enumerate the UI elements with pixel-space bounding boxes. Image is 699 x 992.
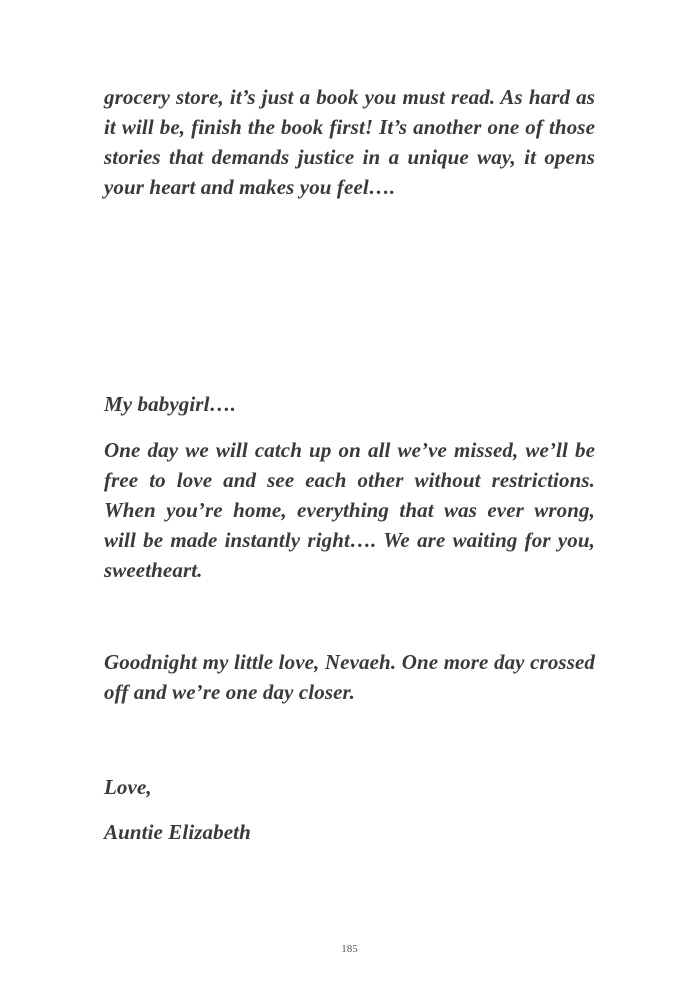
closing-paragraph-book-recommendation: grocery store, it’s just a book you must read. As hard as it will be, finish the book first! It’s another one of those stories that demands justice in a unique way, it opens your heart and makes you feel…. xyxy=(104,85,595,199)
salutation-line: My babygirl…. xyxy=(104,392,236,416)
goodnight-paragraph: Goodnight my little love, Nevaeh. One more day crossed off and we’re one day closer. xyxy=(104,650,595,704)
signature-name: Auntie Elizabeth xyxy=(104,820,251,844)
sign-off-line: Love, xyxy=(104,775,152,799)
page-number: 185 xyxy=(341,943,358,955)
letter-body-paragraph: One day we will catch up on all we’ve missed, we’ll be free to love and see each other without restrictions. When you’re home, everything that was ever wrong, will be made instantly right…. We are waiting for you, sweetheart. xyxy=(104,438,595,582)
